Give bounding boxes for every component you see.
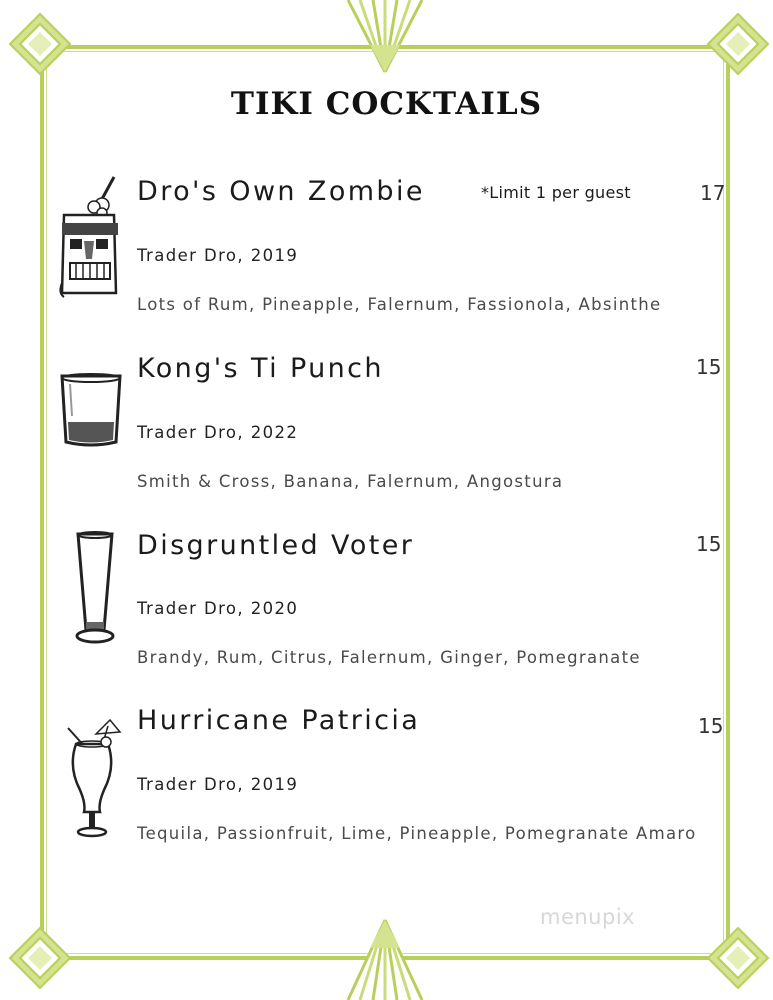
rocks-glass-icon <box>56 370 126 450</box>
collins-glass-icon <box>70 530 120 648</box>
item-1-ingredients: Lots of Rum, Pineapple, Falernum, Fassionola, Absinthe <box>137 295 662 314</box>
item-3-price: 15 <box>696 532 722 556</box>
watermark: menupix <box>540 905 636 929</box>
item-1-subtitle: Trader Dro, 2019 <box>137 246 299 265</box>
item-4-price: 15 <box>698 714 724 738</box>
corner-diamond-top-left <box>8 12 72 76</box>
item-4-subtitle: Trader Dro, 2019 <box>137 775 299 794</box>
item-2-subtitle: Trader Dro, 2022 <box>137 423 299 442</box>
bottom-fan-ornament <box>340 918 430 1000</box>
corner-diamond-bottom-right <box>706 926 770 990</box>
item-2-name: Kong's Ti Punch <box>137 353 384 384</box>
item-3-name: Disgruntled Voter <box>137 530 415 561</box>
corner-diamond-bottom-left <box>8 926 72 990</box>
hurricane-glass-icon <box>62 712 124 842</box>
top-fan-ornament <box>340 0 430 75</box>
corner-diamond-top-right <box>706 12 770 76</box>
item-1-limit-note: *Limit 1 per guest <box>481 183 631 202</box>
item-1-price: 17 <box>700 181 726 205</box>
item-4-name: Hurricane Patricia <box>137 705 421 736</box>
item-3-ingredients: Brandy, Rum, Citrus, Falernum, Ginger, Pomegranate <box>137 648 641 667</box>
tiki-mug-icon <box>56 175 126 300</box>
item-1-name: Dro's Own Zombie <box>137 176 425 207</box>
item-3-subtitle: Trader Dro, 2020 <box>137 599 299 618</box>
item-2-price: 15 <box>696 355 722 379</box>
item-2-ingredients: Smith & Cross, Banana, Falernum, Angostura <box>137 472 564 491</box>
menu-title: TIKI COCKTAILS <box>230 86 543 122</box>
item-4-ingredients: Tequila, Passionfruit, Lime, Pineapple, Pomegranate Amaro <box>137 824 697 843</box>
